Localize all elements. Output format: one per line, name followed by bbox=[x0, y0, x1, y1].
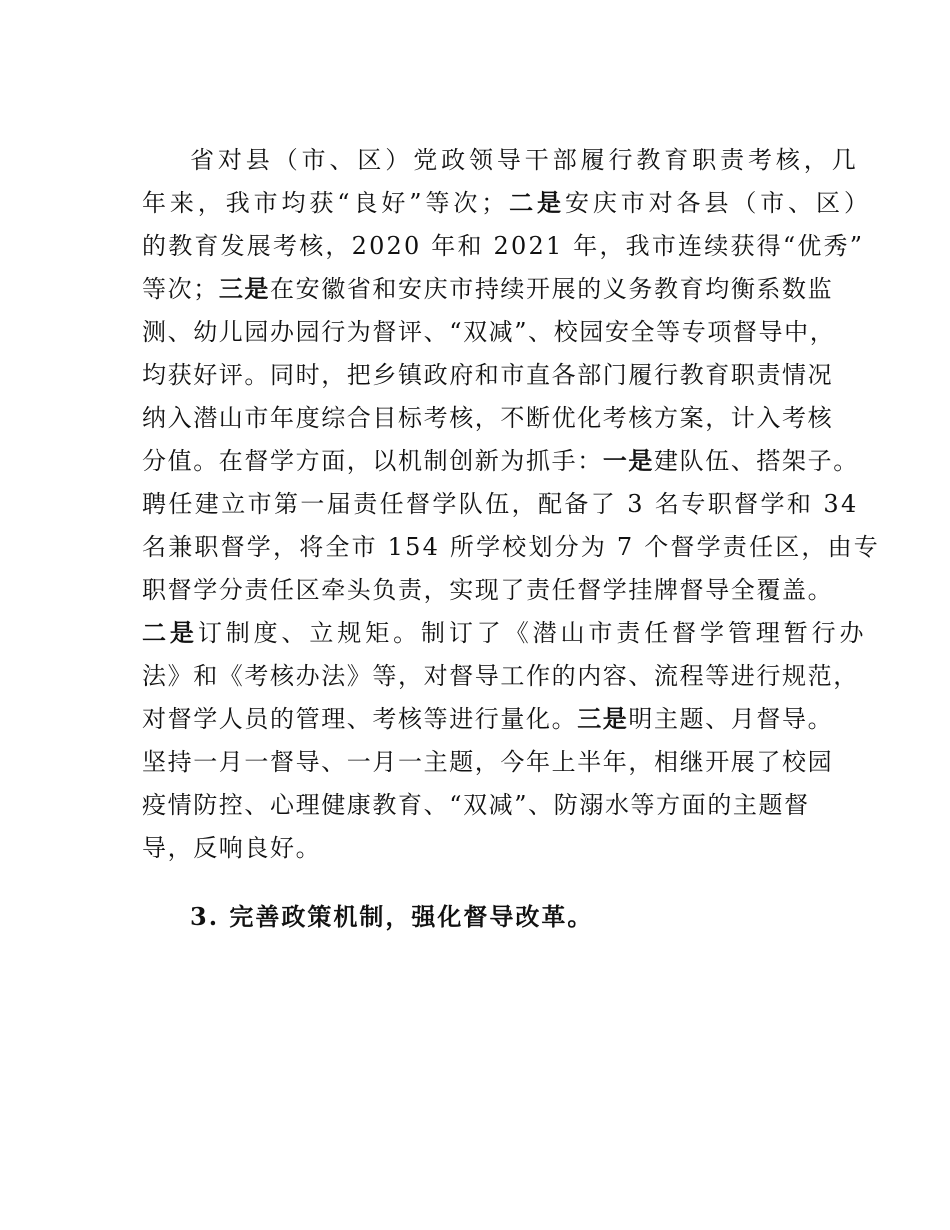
bold-marker: 一是 bbox=[602, 446, 655, 475]
paragraph-line bbox=[142, 618, 868, 647]
paragraph-line bbox=[142, 404, 834, 432]
text-run: 名兼职督学，将全市 154 所学校划分为 7 个督学责任区，由专 bbox=[142, 533, 880, 561]
paragraph-line bbox=[142, 446, 859, 475]
text-run: 在安徽省和安庆市持续开展的义务教育均衡系数监 bbox=[270, 275, 834, 303]
text-run: 对督学人员的管理、考核等进行量化。 bbox=[142, 705, 578, 733]
paragraph-line bbox=[142, 232, 865, 260]
text-run: 纳入潜山市年度综合目标考核，不断优化考核方案，计入考核 bbox=[142, 404, 834, 432]
paragraph-line bbox=[190, 146, 860, 174]
paragraph-line bbox=[142, 533, 880, 561]
paragraph-line bbox=[142, 662, 859, 690]
text-run: 订制度、立规矩。制订了《潜山市责任督学管理暂行办 bbox=[197, 619, 868, 647]
text-run: 疫情防控、心理健康教育、“双减”、防溺水等方面的主题督 bbox=[142, 791, 810, 819]
bold-marker: 二是 bbox=[509, 188, 565, 217]
text-run: 年来，我市均获“良好”等次； bbox=[142, 189, 510, 217]
paragraph-line bbox=[142, 793, 822, 817]
text-run: 建队伍、搭架子。 bbox=[654, 447, 859, 475]
bold-marker: 三是 bbox=[577, 704, 629, 733]
text-run: 测、幼儿园办园行为督评、“双减”、校园安全等专项督导中， bbox=[142, 318, 836, 346]
paragraph-line bbox=[142, 274, 834, 303]
paragraph-line bbox=[142, 836, 822, 860]
section-heading: 3. 完善政策机制，强化督导改革。 bbox=[190, 902, 594, 931]
text-run: 安庆市对各县（市、区） bbox=[564, 189, 872, 217]
text-run: 省对县（市、区）党政领导干部履行教育职责考核，几 bbox=[190, 146, 860, 174]
bold-marker: 二是 bbox=[142, 618, 198, 647]
bold-marker: 三是 bbox=[218, 274, 271, 303]
text-run: 聘任建立市第一届责任督学队伍，配备了 3 名专职督学和 34 bbox=[142, 490, 859, 518]
text-run: 等次； bbox=[142, 275, 219, 303]
paragraph-line bbox=[142, 704, 834, 733]
paragraph-line bbox=[142, 361, 834, 389]
paragraph-line bbox=[142, 748, 834, 776]
paragraph-line bbox=[142, 318, 836, 346]
text-run: 导，反响良好。 bbox=[142, 834, 322, 862]
text-run: 均获好评。同时，把乡镇政府和市直各部门履行教育职责情况 bbox=[142, 361, 834, 389]
text-run: 坚持一月一督导、一月一主题，今年上半年，相继开展了校园 bbox=[142, 748, 834, 776]
paragraph-line bbox=[142, 188, 872, 217]
text-run: 分值。在督学方面，以机制创新为抓手： bbox=[142, 447, 603, 475]
text-run: 明主题、月督导。 bbox=[628, 705, 834, 733]
text-run: 的教育发展考核，2020 年和 2021 年，我市连续获得“优秀” bbox=[142, 232, 865, 260]
text-run: 法》和《考核办法》等，对督导工作的内容、流程等进行规范， bbox=[142, 662, 859, 690]
paragraph-line bbox=[142, 490, 859, 518]
paragraph-line bbox=[142, 576, 834, 604]
text-run: 职督学分责任区牵头负责，实现了责任督学挂牌督导全覆盖。 bbox=[142, 576, 834, 604]
